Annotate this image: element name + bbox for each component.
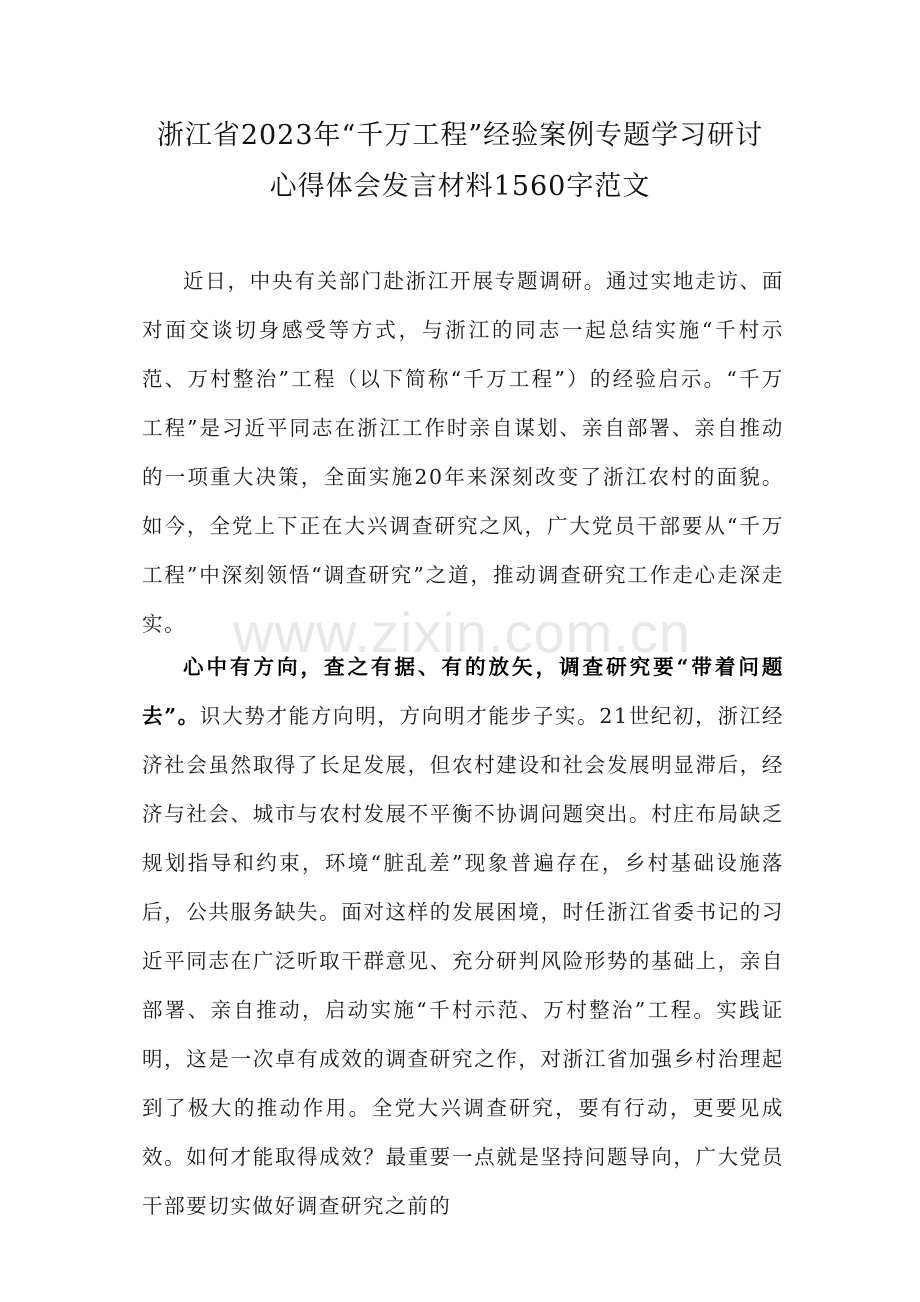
document-title-line-2: 心得体会发言材料1560字范文	[269, 171, 651, 202]
paragraph-lead-sentence: 心中有方向，查之有据、有的放矢，调查研究要“带着问题去”。	[142, 655, 784, 728]
paragraph-intro: 近日，中央有关部门赴浙江开展专题调研。通过实地走访、面对面交谈切身感受等方式，与浙江的同志一起总结实施“千村示范、万村整治”工程（以下简称“千万工程”）的经验启示。“千万工程”是习近平同志在浙江工作时亲自谋划、亲自部署、亲自推动的一项重大决策，全面实施20年来深刻改变了浙江农村的面貌。如今，全党上下正在大兴调查研究之风，广大党员干部要从“千万工程”中深刻领悟“调查研究”之道，推动调查研究工作走心走深走实。	[142, 269, 784, 636]
paragraph-body: 识大势才能方向明，方向明才能步子实。21世纪初，浙江经济社会虽然取得了长足发展，但农村建设和社会发展明显滞后，经济与社会、城市与农村发展不平衡不协调问题突出。村庄布局缺乏规划指导和约束，环境“脏乱差”现象普遍存在，乡村基础设施落后，公共服务缺失。面对这样的发展困境，时任浙江省委书记的习近平同志在广泛听取干群意见、充分研判风险形势的基础上，亲自部署、亲自推动，启动实施“千村示范、万村整治”工程。实践证明，这是一次卓有成效的调查研究之作，对浙江省加强乡村治理起到了极大的推动作用。全党大兴调查研究，要有行动，更要见成效。如何才能取得成效？最重要一点就是坚持问题导向，广大党员干部要切实做好调查研究之前的	[142, 704, 784, 1218]
paragraph-section-1	[142, 643, 784, 1231]
document-title-line-1: 浙江省2023年“千万工程”经验案例专题学习研讨	[156, 120, 764, 151]
watermark: www.zixin.com.cn	[233, 601, 691, 664]
